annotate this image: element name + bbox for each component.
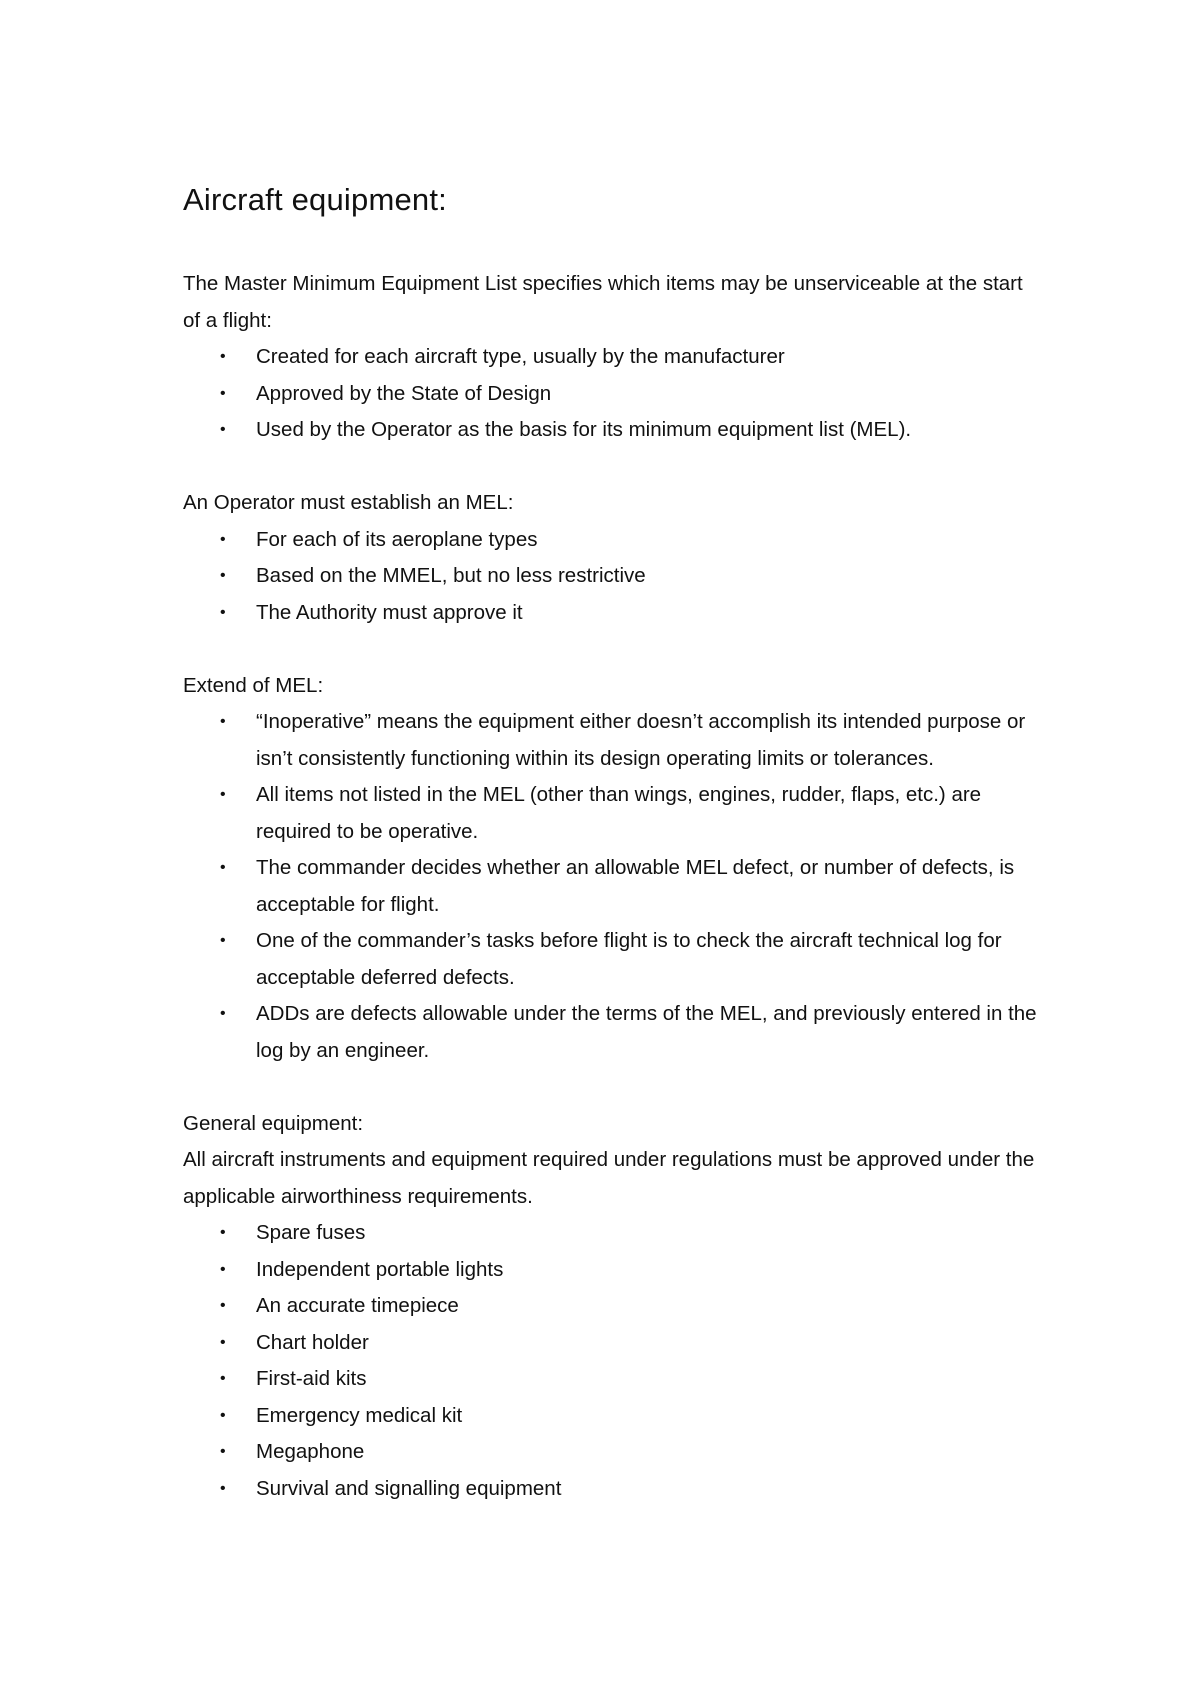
bullet-icon: • [220, 786, 226, 803]
bullet-icon: • [220, 1443, 226, 1460]
section-general-equipment [183, 1106, 1043, 1508]
bullet-list [183, 339, 1043, 449]
list-item [183, 850, 1043, 923]
bullet-list [183, 522, 1043, 632]
list-item-text: Emergency medical kit [256, 1403, 463, 1427]
bullet-icon: • [220, 1297, 226, 1314]
bullet-list [183, 1215, 1043, 1507]
bullet-icon: • [220, 1224, 226, 1241]
document-page [183, 180, 1043, 1507]
list-item-text: ADDs are defects allowable under the terms of the MEL, and previously entered in the log by an engineer. [256, 1002, 1037, 1062]
bullet-icon: • [220, 530, 226, 548]
section-spacer [183, 1069, 1043, 1106]
bullet-icon: • [220, 932, 226, 949]
list-item [183, 595, 1043, 632]
list-item [183, 1471, 1043, 1508]
bullet-icon: • [220, 1005, 226, 1022]
section-intro: All aircraft instruments and equipment required under regulations must be approved under the applicable airworthiness requirements. [183, 1148, 1035, 1208]
bullet-icon: • [220, 1479, 226, 1497]
list-item [183, 412, 1043, 449]
list-item-text: Chart holder [256, 1330, 369, 1354]
section-spacer [183, 631, 1043, 668]
bullet-icon: • [220, 1406, 226, 1424]
bullet-list [183, 704, 1043, 1069]
bullet-icon: • [220, 859, 226, 876]
bullet-icon: • [220, 1260, 226, 1278]
bullet-icon: • [220, 713, 226, 730]
list-item-text: Created for each aircraft type, usually by the manufacturer [256, 345, 785, 368]
list-item-text: “Inoperative” means the equipment either doesn’t accomplish its intended purpose or isn’t consistently functioning within its design operating limits or tolerances. [256, 710, 1026, 770]
list-item [183, 376, 1043, 413]
list-item-text: For each of its aeroplane types [256, 527, 538, 551]
list-item [183, 923, 1043, 996]
document-title: Aircraft equipment: [183, 182, 447, 217]
list-item-text: Megaphone [256, 1440, 365, 1463]
section-intro: An Operator must establish an MEL: [183, 491, 514, 514]
list-item-text: An accurate timepiece [256, 1294, 459, 1317]
bullet-icon: • [220, 1333, 226, 1351]
list-item [183, 1252, 1043, 1289]
list-item [183, 1288, 1043, 1325]
bullet-icon: • [220, 348, 226, 365]
list-item [183, 704, 1043, 777]
list-item-text: All items not listed in the MEL (other than wings, engines, rudder, flaps, etc.) are required to be operative. [256, 783, 982, 843]
list-item-text: Approved by the State of Design [256, 381, 552, 405]
bullet-icon: • [220, 421, 226, 438]
list-item-text: First-aid kits [256, 1367, 367, 1390]
list-item [183, 1434, 1043, 1471]
list-item-text: The Authority must approve it [256, 600, 523, 624]
section-heading: General equipment: [183, 1111, 364, 1135]
list-item-text: Independent portable lights [256, 1257, 504, 1281]
bullet-icon: • [220, 384, 226, 402]
list-item-text: One of the commander’s tasks before flight is to check the aircraft technical log for acceptable deferred defects. [256, 929, 1002, 989]
list-item-text: Spare fuses [256, 1221, 366, 1244]
title-spacer [183, 220, 1043, 266]
list-item [183, 1398, 1043, 1435]
list-item-text: Survival and signalling equipment [256, 1476, 562, 1500]
bullet-icon: • [220, 1370, 226, 1387]
list-item-text: Used by the Operator as the basis for its minimum equipment list (MEL). [256, 418, 912, 441]
list-item [183, 996, 1043, 1069]
bullet-icon: • [220, 567, 226, 584]
list-item [183, 1215, 1043, 1252]
list-item-text: Based on the MMEL, but no less restrictive [256, 564, 646, 587]
section-intro: The Master Minimum Equipment List specifies which items may be unserviceable at the start of a flight: [183, 272, 1023, 332]
list-item [183, 339, 1043, 376]
section-extend-of-mel [183, 668, 1043, 1070]
bullet-icon: • [220, 603, 226, 621]
section-mmel [183, 266, 1043, 449]
list-item [183, 522, 1043, 559]
list-item [183, 777, 1043, 850]
list-item [183, 558, 1043, 595]
list-item [183, 1325, 1043, 1362]
section-intro: Extend of MEL: [183, 673, 324, 697]
list-item [183, 1361, 1043, 1398]
section-operator-mel [183, 485, 1043, 631]
list-item-text: The commander decides whether an allowable MEL defect, or number of defects, is acceptable for flight. [256, 856, 1015, 916]
section-spacer [183, 449, 1043, 486]
